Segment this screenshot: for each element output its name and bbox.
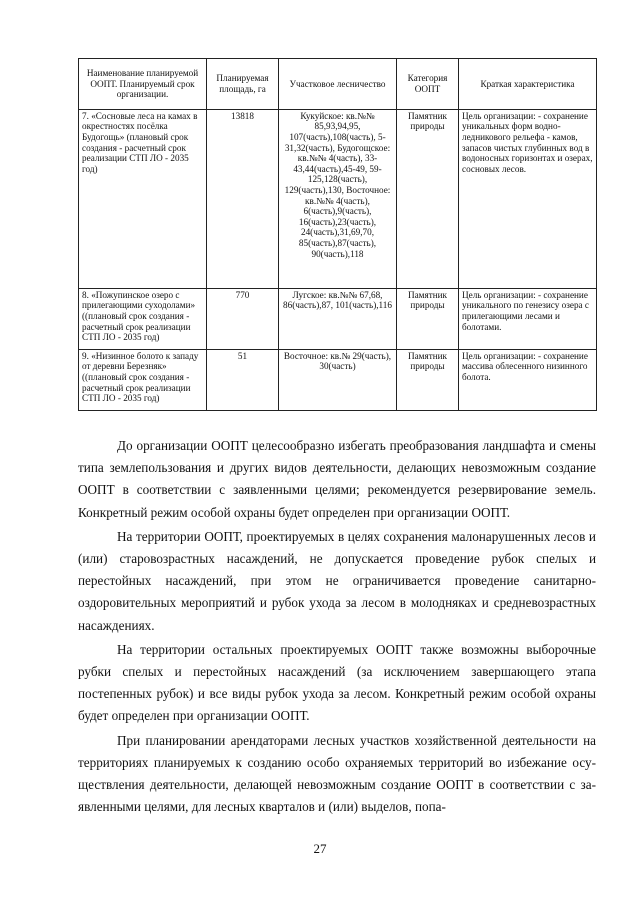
table-header-row [79, 59, 597, 110]
header-description: Краткая характеристика [459, 59, 597, 110]
cell-name: 8. «Пожупинское озеро с прилегающими суходолами» ((плановый срок создания - расчетный срок реализации СТП ЛО - 2035 год) [79, 288, 207, 349]
cell-name: 7. «Сосновые леса на камах в окрестностях посёлка Будогощь» (плановый срок создания - расчетный срок реализации СТП ЛО - 2035 год) [79, 109, 207, 288]
table-row [79, 109, 597, 288]
cell-description: Цель организации: - сохранение массива облесенного низинного болота. [459, 349, 597, 410]
cell-area: 51 [207, 349, 279, 410]
body-text [78, 435, 596, 820]
cell-category: Памятник природы [397, 288, 459, 349]
paragraph: На территории ООПТ, проектируемых в целях сохранения малонарушенных лесов и (или) старовозрастных насаждений, не допускается проведение рубок спелых и перестойных насаждений, при этом не ограничивается проведение санитарно-оздоровительных мероприятий и рубок ухода за лесом в молодняках и средневозрастных насаждениях. [78, 528, 596, 633]
cell-category: Памятник природы [397, 109, 459, 288]
header-forestry: Участковое лесничество [279, 59, 397, 110]
header-name: Наименование планируемой ООПТ. Планируемый срок организации. [79, 59, 207, 110]
cell-area: 13818 [207, 109, 279, 288]
cell-area: 770 [207, 288, 279, 349]
table-row [79, 288, 597, 349]
paragraph: До организации ООПТ целесообразно избегать преобразования ландшафта и смены типа землепользования и других видов деятельности, делающих невозможным создание ООПТ в соответствии с заявленными целями; рекомендуется резервирование земель. Конкретный режим особой охраны будет определен при организации ООПТ. [78, 438, 596, 520]
header-area: Планируемая площадь, га [207, 59, 279, 110]
cell-forestry: Кукуйское: кв.№№ 85,93,94,95, 107(часть),108(часть), 5-31,32(часть), Будогощское: кв.№№ 4(часть), 33-43,44(часть),45-49, 59-125,128(часть), 129(часть),130, Восточное: кв.№№ 4(часть), 6(часть),9(часть), 16(часть),23(часть), 24(часть),31,69,70, 85(часть),87(часть), 90(часть),118 [279, 109, 397, 288]
paragraph: При планировании арендаторами лесных участков хозяйственной деятельности на территориях планируемых к созданию особо охраняемых территорий во избежание осу-ществления деятельности, делающей невозможным создание ООПТ в соответствии с за-явленными целями, для лесных кварталов и (или) выделов, попа- [78, 732, 596, 815]
cell-forestry: Лугское: кв.№№ 67,68, 86(часть),87, 101(часть),116 [279, 288, 397, 349]
table-row [79, 349, 597, 410]
header-category: Категория ООПТ [397, 59, 459, 110]
oopt-table [78, 58, 597, 411]
page-number: 27 [313, 841, 327, 856]
cell-description: Цель организации: - сохранение уникального по генезису озера с прилегающими лесами и болотами. [459, 288, 597, 349]
cell-name: 9. «Низинное болото к западу от деревни Березняк» ((плановый срок создания - расчетный срок реализации СТП ЛО - 2035 год) [79, 349, 207, 410]
cell-description: Цель организации: - сохранение уникальных форм водно-ледникового рельефа - камов, запасов чистых глубинных вод в водоносных горизонтах и озерах, сосновых лесов. [459, 109, 597, 288]
cell-forestry: Восточное: кв.№ 29(часть), 30(часть) [279, 349, 397, 410]
paragraph: На территории остальных проектируемых ООПТ также возможны выборочные рубки спелых и перестойных насаждений (за исключением завершающего этапа постепенных рубок) и все виды рубок ухода за лесом. Конкретный режим особой охраны будет определен при организации ООПТ. [78, 641, 596, 724]
cell-category: Памятник природы [397, 349, 459, 410]
